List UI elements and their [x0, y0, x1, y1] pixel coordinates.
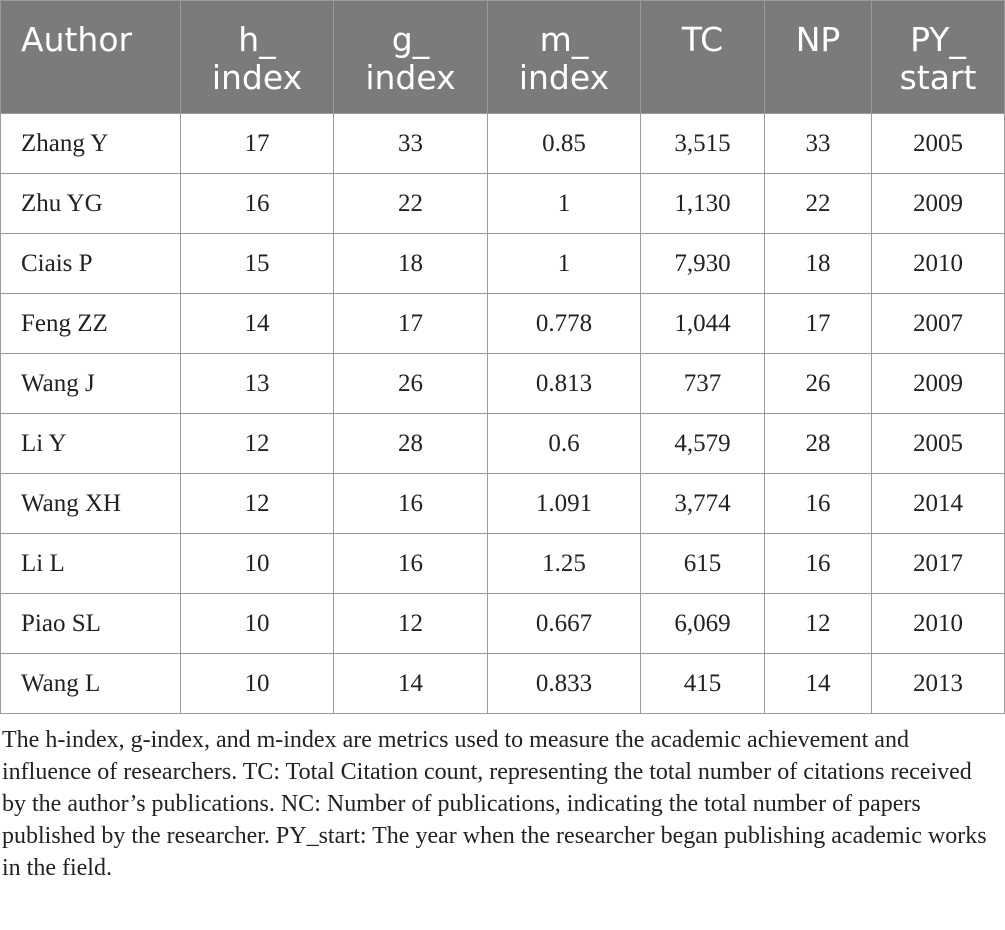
- header-py-start: PY_ start: [872, 1, 1005, 114]
- table-row: [1, 294, 1005, 354]
- cell-author: Wang J: [1, 354, 181, 414]
- cell-author: Wang L: [1, 654, 181, 714]
- header-g-index: g_ index: [334, 1, 488, 114]
- cell-py-start: 2005: [872, 114, 1005, 174]
- cell-author: Li L: [1, 534, 181, 594]
- cell-py-start: 2010: [872, 594, 1005, 654]
- cell-py-start: 2009: [872, 354, 1005, 414]
- cell-h-index: 16: [181, 174, 334, 234]
- table-body: [1, 114, 1005, 714]
- cell-tc: 415: [641, 654, 765, 714]
- cell-h-index: 15: [181, 234, 334, 294]
- header-m-index: m_ index: [488, 1, 641, 114]
- cell-h-index: 12: [181, 474, 334, 534]
- cell-np: 16: [765, 534, 872, 594]
- cell-m-index: 0.6: [488, 414, 641, 474]
- cell-g-index: 28: [334, 414, 488, 474]
- cell-g-index: 33: [334, 114, 488, 174]
- cell-m-index: 1.25: [488, 534, 641, 594]
- cell-tc: 3,515: [641, 114, 765, 174]
- cell-author: Zhu YG: [1, 174, 181, 234]
- cell-np: 22: [765, 174, 872, 234]
- cell-m-index: 1: [488, 234, 641, 294]
- cell-np: 14: [765, 654, 872, 714]
- cell-np: 16: [765, 474, 872, 534]
- cell-author: Piao SL: [1, 594, 181, 654]
- cell-g-index: 14: [334, 654, 488, 714]
- table-row: [1, 474, 1005, 534]
- cell-g-index: 22: [334, 174, 488, 234]
- cell-author: Feng ZZ: [1, 294, 181, 354]
- cell-tc: 6,069: [641, 594, 765, 654]
- table-row: [1, 534, 1005, 594]
- cell-py-start: 2014: [872, 474, 1005, 534]
- cell-np: 33: [765, 114, 872, 174]
- cell-g-index: 16: [334, 534, 488, 594]
- cell-py-start: 2005: [872, 414, 1005, 474]
- cell-tc: 1,130: [641, 174, 765, 234]
- cell-h-index: 12: [181, 414, 334, 474]
- header-tc: TC: [641, 1, 765, 114]
- cell-author: Zhang Y: [1, 114, 181, 174]
- header-author: Author: [1, 1, 181, 114]
- header-row: [1, 1, 1005, 114]
- cell-m-index: 1: [488, 174, 641, 234]
- table-footnote: The h-index, g-index, and m-index are metrics used to measure the academic achievement and influence of researchers. TC: Total Citation count, representing the total number of citations received by the author’s publications. NC: Number of publications, indicating the total number of papers published by the researcher. PY_start: The year when the researcher began publishing academic works in the field.: [2, 727, 987, 881]
- cell-m-index: 0.667: [488, 594, 641, 654]
- cell-py-start: 2013: [872, 654, 1005, 714]
- table-row: [1, 354, 1005, 414]
- cell-py-start: 2009: [872, 174, 1005, 234]
- header-h-index: h_ index: [181, 1, 334, 114]
- table-row: [1, 414, 1005, 474]
- cell-m-index: 0.778: [488, 294, 641, 354]
- cell-tc: 4,579: [641, 414, 765, 474]
- cell-m-index: 0.833: [488, 654, 641, 714]
- cell-tc: 737: [641, 354, 765, 414]
- cell-np: 17: [765, 294, 872, 354]
- cell-np: 18: [765, 234, 872, 294]
- cell-py-start: 2017: [872, 534, 1005, 594]
- cell-h-index: 13: [181, 354, 334, 414]
- table-row: [1, 594, 1005, 654]
- cell-g-index: 18: [334, 234, 488, 294]
- table-header: [1, 1, 1005, 114]
- cell-tc: 7,930: [641, 234, 765, 294]
- cell-g-index: 12: [334, 594, 488, 654]
- cell-author: Wang XH: [1, 474, 181, 534]
- table-row: [1, 114, 1005, 174]
- cell-g-index: 17: [334, 294, 488, 354]
- cell-author: Ciais P: [1, 234, 181, 294]
- table-row: [1, 654, 1005, 714]
- cell-h-index: 10: [181, 654, 334, 714]
- cell-h-index: 17: [181, 114, 334, 174]
- cell-tc: 3,774: [641, 474, 765, 534]
- cell-py-start: 2010: [872, 234, 1005, 294]
- cell-g-index: 16: [334, 474, 488, 534]
- cell-np: 12: [765, 594, 872, 654]
- cell-h-index: 10: [181, 534, 334, 594]
- cell-author: Li Y: [1, 414, 181, 474]
- cell-h-index: 10: [181, 594, 334, 654]
- cell-m-index: 0.85: [488, 114, 641, 174]
- cell-tc: 615: [641, 534, 765, 594]
- cell-np: 26: [765, 354, 872, 414]
- cell-h-index: 14: [181, 294, 334, 354]
- header-np: NP: [765, 1, 872, 114]
- table-row: [1, 234, 1005, 294]
- table-row: [1, 174, 1005, 234]
- cell-np: 28: [765, 414, 872, 474]
- cell-tc: 1,044: [641, 294, 765, 354]
- cell-py-start: 2007: [872, 294, 1005, 354]
- cell-m-index: 1.091: [488, 474, 641, 534]
- cell-m-index: 0.813: [488, 354, 641, 414]
- cell-g-index: 26: [334, 354, 488, 414]
